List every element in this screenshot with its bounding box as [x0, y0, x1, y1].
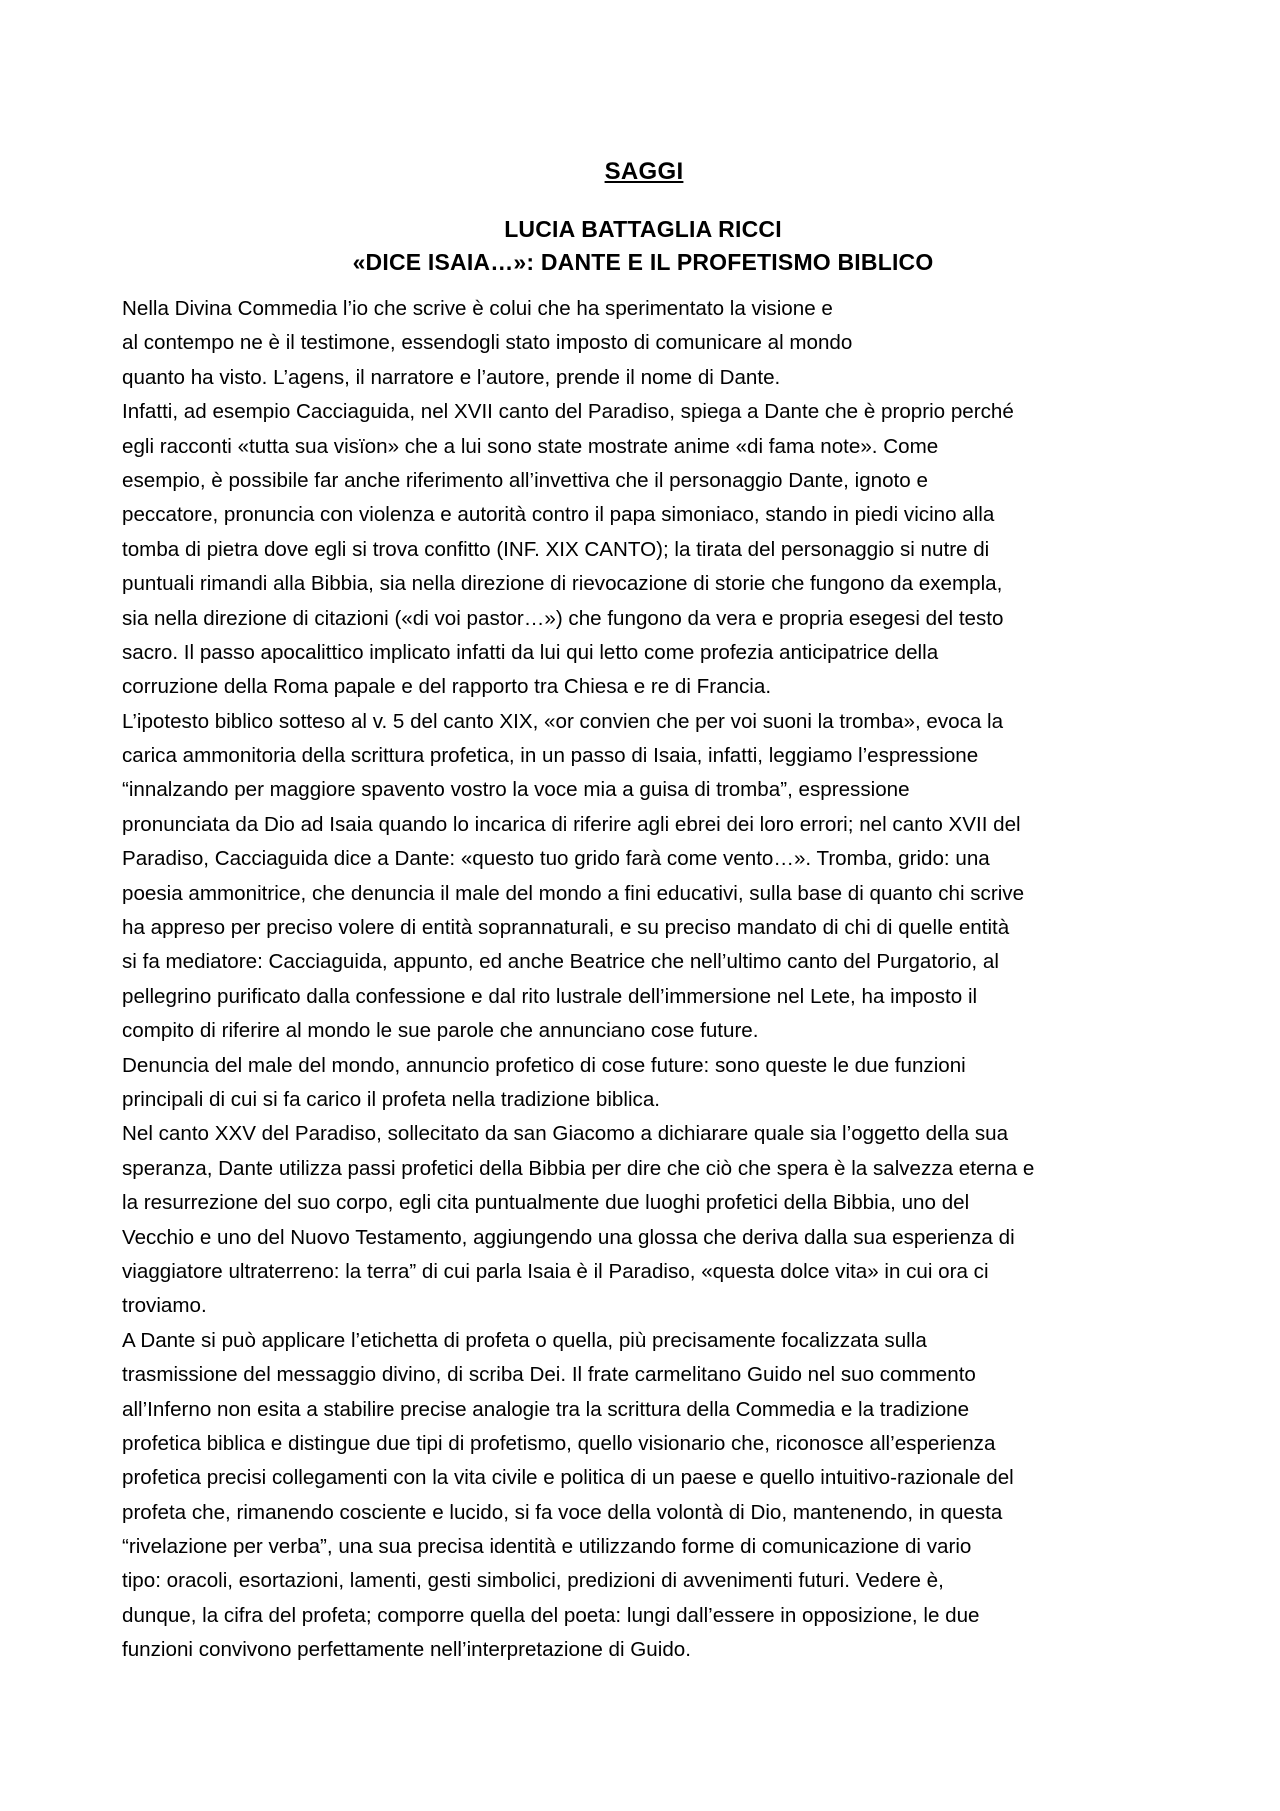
- body-line: principali di cui si fa carico il profeta nella tradizione biblica.: [122, 1087, 660, 1111]
- body-line: Vecchio e uno del Nuovo Testamento, aggiungendo una glossa che deriva dalla sua esperienza di: [122, 1225, 1015, 1249]
- body-line: funzioni convivono perfettamente nell’interpretazione di Guido.: [122, 1638, 691, 1662]
- body-line: pronunciata da Dio ad Isaia quando lo incarica di riferire agli ebrei dei loro errori; nel canto XVII del: [122, 812, 1021, 836]
- body-line: sacro. Il passo apocalittico implicato infatti da lui qui letto come profezia anticipatrice della: [122, 640, 939, 664]
- body-line: compito di riferire al mondo le sue parole che annunciano cose future.: [122, 1019, 759, 1043]
- body-line: tipo: oracoli, esortazioni, lamenti, gesti simbolici, predizioni di avvenimenti futuri. Vedere è,: [122, 1569, 944, 1593]
- section-label: SAGGI: [604, 158, 684, 185]
- body-line: Denuncia del male del mondo, annuncio profetico di cose future: sono queste le due funzioni: [122, 1053, 966, 1077]
- body-line: carica ammonitoria della scrittura profetica, in un passo di Isaia, infatti, leggiamo l’espressione: [122, 744, 979, 768]
- body-line: al contempo ne è il testimone, essendogli stato imposto di comunicare al mondo: [122, 331, 853, 355]
- body-line: pellegrino purificato dalla confessione e dal rito lustrale dell’immersione nel Lete, ha imposto il: [122, 984, 978, 1008]
- body-line: sia nella direzione di citazioni («di voi pastor…») che fungono da vera e propria esegesi del testo: [122, 606, 1004, 630]
- body-line: peccatore, pronuncia con violenza e autorità contro il papa simoniaco, stando in piedi vicino alla: [122, 503, 995, 527]
- body-line: trasmissione del messaggio divino, di scriba Dei. Il frate carmelitano Guido nel suo commento: [122, 1363, 976, 1387]
- body-line: esempio, è possibile far anche riferimento all’invettiva che il personaggio Dante, ignoto e: [122, 468, 928, 492]
- body-line: tomba di pietra dove egli si trova confitto (INF. XIX CANTO); la tirata del personaggio si nutre di: [122, 537, 990, 561]
- essay-title: «DICE ISAIA…»: DANTE E IL PROFETISMO BIBLICO: [352, 249, 934, 275]
- body-line: si fa mediatore: Cacciaguida, appunto, ed anche Beatrice che nell’ultimo canto del Purgatorio, al: [122, 950, 999, 974]
- body-line: profeta che, rimanendo cosciente e lucido, si fa voce della volontà di Dio, mantenendo, in questa: [122, 1500, 1003, 1524]
- body-line: Nel canto XXV del Paradiso, sollecitato da san Giacomo a dichiarare quale sia l’oggetto della sua: [122, 1122, 1009, 1146]
- body-line: la resurrezione del suo corpo, egli cita puntualmente due luoghi profetici della Bibbia, uno del: [122, 1191, 970, 1215]
- body-text: [122, 292, 1170, 1668]
- body-line: corruzione della Roma papale e del rapporto tra Chiesa e re di Francia.: [122, 675, 772, 699]
- body-line: Paradiso, Cacciaguida dice a Dante: «questo tuo grido farà come vento…». Tromba, grido: una: [122, 847, 990, 871]
- body-line: Infatti, ad esempio Cacciaguida, nel XVII canto del Paradiso, spiega a Dante che è proprio perché: [122, 400, 1014, 424]
- body-line: L’ipotesto biblico sotteso al v. 5 del canto XIX, «or convien che per voi suoni la tromba», evoca la: [122, 709, 1004, 733]
- body-line: A Dante si può applicare l’etichetta di profeta o quella, più precisamente focalizzata sulla: [122, 1328, 927, 1352]
- body-line: Nella Divina Commedia l’io che scrive è colui che ha sperimentato la visione e: [122, 297, 833, 320]
- body-line: ha appreso per preciso volere di entità soprannaturali, e su preciso mandato di chi di quelle entità: [122, 916, 1010, 940]
- body-line: all’Inferno non esita a stabilire precise analogie tra la scrittura della Commedia e la tradizione: [122, 1397, 970, 1421]
- body-line: dunque, la cifra del profeta; comporre quella del poeta: lungi dall’essere in opposizione, le due: [122, 1603, 980, 1627]
- body-line: “innalzando per maggiore spavento vostro la voce mia a guisa di tromba”, espressione: [122, 778, 910, 802]
- heading-block: [0, 158, 1280, 276]
- body-line: quanto ha visto. L’agens, il narratore e l’autore, prende il nome di Dante.: [122, 365, 781, 389]
- body-line: “rivelazione per verba”, una sua precisa identità e utilizzando forme di comunicazione di vario: [122, 1535, 972, 1559]
- body-line: troviamo.: [122, 1294, 207, 1318]
- author-name: LUCIA BATTAGLIA RICCI: [504, 216, 782, 242]
- body-line: viaggiatore ultraterreno: la terra” di cui parla Isaia è il Paradiso, «questa dolce vita» in cui ora ci: [122, 1259, 989, 1283]
- body-line: speranza, Dante utilizza passi profetici della Bibbia per dire che ciò che spera è la salvezza eterna e: [122, 1156, 1035, 1180]
- body-line: puntuali rimandi alla Bibbia, sia nella direzione di rievocazione di storie che fungono da exempla,: [122, 572, 1003, 596]
- body-line: profetica biblica e distingue due tipi di profetismo, quello visionario che, riconosce all’esperienza: [122, 1431, 996, 1455]
- body-line: poesia ammonitrice, che denuncia il male del mondo a fini educativi, sulla base di quanto chi scrive: [122, 881, 1025, 905]
- body-line: profetica precisi collegamenti con la vita civile e politica di un paese e quello intuitivo-razionale del: [122, 1466, 1014, 1490]
- body-line: egli racconti «tutta sua visïon» che a lui sono state mostrate anime «di fama note». Come: [122, 434, 939, 458]
